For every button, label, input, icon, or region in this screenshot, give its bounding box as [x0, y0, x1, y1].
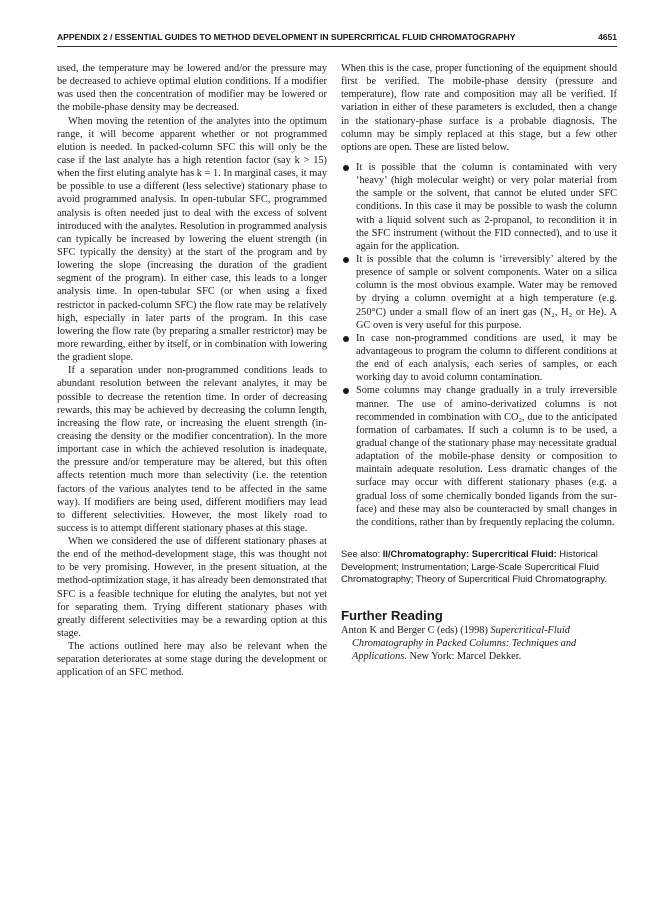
- paragraph: When moving the retention of the analytes into the optimum range, it will become apparent whether or not programmed elution is needed. In packed-column SFC this will only be the case if the last analyte has a high retention factor (say k > 15) when the first eluting analyte has k = 1. In marginal cases, it may be possible to use a different (less selective) stationary phase to avoid programmed analysis. In open-tubular SFC, programmed analysis is often needed just to deal with the excess of solvent introduced with the analytes. Resolution in programmed analysis can typically be increased by lowering the eluent strength (in SFC typically the density) at the start of the program and by lowering the slope (increasing the duration of the gradient segment of the program). In either case, this leads to a longer analysis time. In open-tubular SFC (or when using a fixed restrictor in packed-column SFC) the flow rate may be relatively high, especially in later parts of the program. In this case lowering the flow rate (by preparing a smaller restrictor) may be more rewarding, either by itself, or in combination with lowering the gradient slope.: [57, 115, 327, 364]
- running-header: [57, 30, 617, 47]
- paragraph: When we considered the use of different stationary phases at the end of the method-development stage, this was thought not to be very promising. However, in the present situation, at the method-optimization stage, it has already been demonstrated that SFC is a feasible technique for eluting the analytes, but not yet for separating them. Trying different stationary phases with greatly different selectivities may be a rewarding option at this stage.: [57, 536, 327, 640]
- paragraph: When this is the case, proper functioning of the equipment should first be verified. The mobile-phase density (pressure and temperature), flow rate and composition may all be verified. If variation in either of these parameters is excluded, then a change in the stationary-phase surface is a probable diagnosis. The column may be simply replaced at this stage, but a few other options are open. These are listed below.: [341, 63, 617, 153]
- reference-publisher: New York: Marcel Dekker.: [409, 650, 522, 662]
- paragraph: used, the temperature may be lowered and/or the pressure may be decreased to achieve optimal elution conditions. If a modifier was used then the concentration of modifier may be lowered or the mobile-phase density may be decreased.: [57, 63, 327, 114]
- bullet-list: [341, 161, 617, 529]
- see-also: [341, 548, 617, 586]
- reference-authors: Anton K and Berger C (eds) (1998): [341, 624, 488, 636]
- list-item-text: It is possible that the column is ‘irreversibly’ altered by the presence of sample or solvent components. Water on a silica column is the most obvious example. Water may be removed by drying a column overnight at a high temperature (e.g. 250°C) under a small flow of an inert gas (N₂, H₂ or He). A GC oven is very useful for this purpose.: [356, 253, 617, 331]
- left-column: [57, 62, 327, 680]
- list-item-text: Some columns may change gradually in a truly irreversible manner. The use of amino-derivatized columns is not recommended in combination with CO₂, due to the anticipated formation of carbamates. If such a column is to be used, a gradual change of the stationary phase may necessitate gradual adaptation of the mobile-phase density or composition to maintain adequate resolution. Less dramatic changes of the surface may occur with different stationary phases (e.g. a gradual loss of some chemically bonded ligands from the surface) and these may also be counteracted by small changes in the conditions, rather than by frequently replacing the column.: [356, 385, 617, 528]
- right-column: [341, 62, 617, 663]
- paragraph: The actions outlined here may also be relevant when the separation deteriorates at some stage during the development or application of an SFC method.: [57, 641, 327, 679]
- bullet-icon: [343, 388, 349, 394]
- reference-title: Supercritical-Fluid Chromatography in Packed Columns: Techniques and Applications.: [352, 624, 577, 662]
- bullet-icon: [343, 165, 349, 171]
- see-also-section-link[interactable]: II/Chromatography: Supercritical Fluid:: [382, 547, 557, 559]
- further-reading-heading: Further Reading: [341, 607, 443, 623]
- list-item-text: It is possible that the column is contaminated with very ‘heavy’ (high molecular weight) or very polar material from the sample or the solvent, that cannot be eluted under SFC conditions. In this case it may be possible to wash the column with a liquid solvent such as 2-propanol, to recondition it in the SFC instrument (without the FID connected), and to use it again for the application.: [356, 161, 617, 252]
- running-header-title: APPENDIX 2 / ESSENTIAL GUIDES TO METHOD DEVELOPMENT IN SUPERCRITICAL FLUID CHROMATOGRAPHY: [57, 32, 516, 42]
- bullet-icon: [343, 257, 349, 263]
- list-item: [341, 253, 617, 332]
- list-item: [341, 384, 617, 529]
- see-also-links[interactable]: Historical Development; Instrumentation; Large-Scale Supercritical Fluid Chromatography; Theory of Supercritical Fluid Chromatography.: [341, 547, 607, 585]
- see-also-label: See also:: [341, 547, 381, 559]
- list-item-text: In case non-programmed conditions are used, it may be advantageous to program the column to different conditions at the end of each analysis, each series of samples, or each working day to avoid column contamination.: [356, 332, 617, 384]
- reference-entry: [341, 624, 617, 663]
- bullet-icon: [343, 336, 349, 342]
- list-item: [341, 332, 617, 385]
- paragraph: If a separation under non-programmed conditions leads to abundant resolution between the relevant analytes, it may be possible to decrease the retention time. In order of decreasing rewards, this may be achieved by decreasing the column length, increasing the flow rate, or increasing the eluent strength (increasing the density or the modifier concentration). In the more important case in which the achieved resolution is inadequate, the pressure and/or temperature may be altered, but this often affects retention much more than selectivity (i.e. the retention factors of the various analytes tend to be affected in the same way). If modifiers are being used, different modifiers may lead to different selectivities. However, the most likely road to success is to attempt different stationary phases at this stage.: [57, 365, 327, 534]
- page-number: 4651: [598, 32, 617, 42]
- list-item: [341, 161, 617, 253]
